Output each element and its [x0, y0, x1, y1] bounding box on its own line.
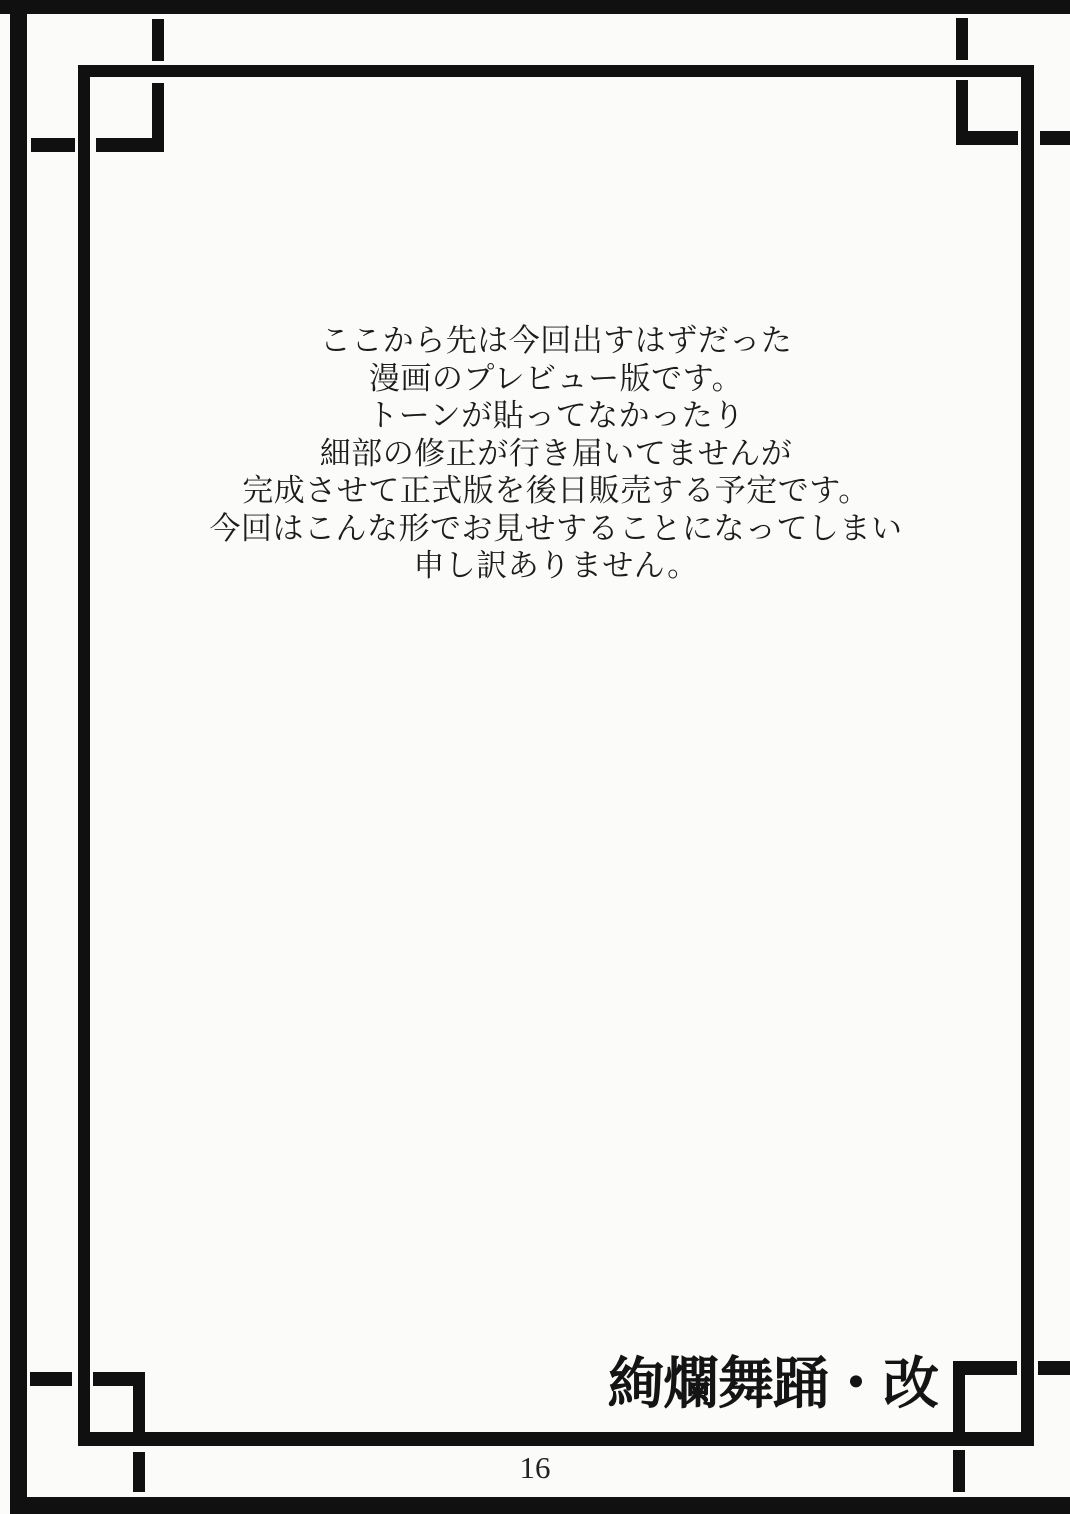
corner-ornament-top-left-tick-vertical — [152, 19, 164, 61]
notice-text-block — [78, 322, 1034, 585]
corner-ornament-top-right-bracket-horizontal — [956, 131, 1018, 145]
corner-ornament-bottom-right-bracket-vertical — [953, 1361, 965, 1432]
corner-ornament-top-left-tick-horizontal — [31, 138, 75, 152]
outer-border-bottom — [10, 1497, 1070, 1514]
corner-ornament-top-left-bracket-horizontal — [96, 138, 164, 152]
corner-ornament-top-right-tick-vertical — [956, 18, 968, 60]
notice-line: 完成させて正式版を後日販売する予定です。 — [242, 473, 870, 508]
series-title: 絢爛舞踊・改 — [608, 1354, 938, 1416]
notice-line: 細部の修正が行き届いてませんが — [319, 435, 793, 471]
corner-ornament-bottom-right-tick-horizontal — [1038, 1361, 1070, 1375]
notice-line: トーンが貼ってなかったり — [367, 398, 745, 433]
outer-border-left — [10, 0, 27, 1514]
corner-ornament-bottom-left-bracket-vertical — [133, 1372, 145, 1432]
outer-border-top — [0, 0, 1070, 14]
notice-line: 漫画のプレビュー版です。 — [368, 360, 744, 396]
corner-ornament-bottom-left-tick-horizontal — [30, 1372, 72, 1386]
page-number: 16 — [519, 1450, 551, 1485]
corner-ornament-top-right-tick-horizontal — [1040, 131, 1070, 145]
notice-line: 今回はこんな形でお見せすることになってしまい — [209, 510, 903, 546]
inner-frame-border — [78, 65, 1034, 1446]
notice-line: ここから先は今回出すはずだった — [319, 323, 793, 358]
notice-line: 申し訳ありません。 — [413, 548, 699, 583]
